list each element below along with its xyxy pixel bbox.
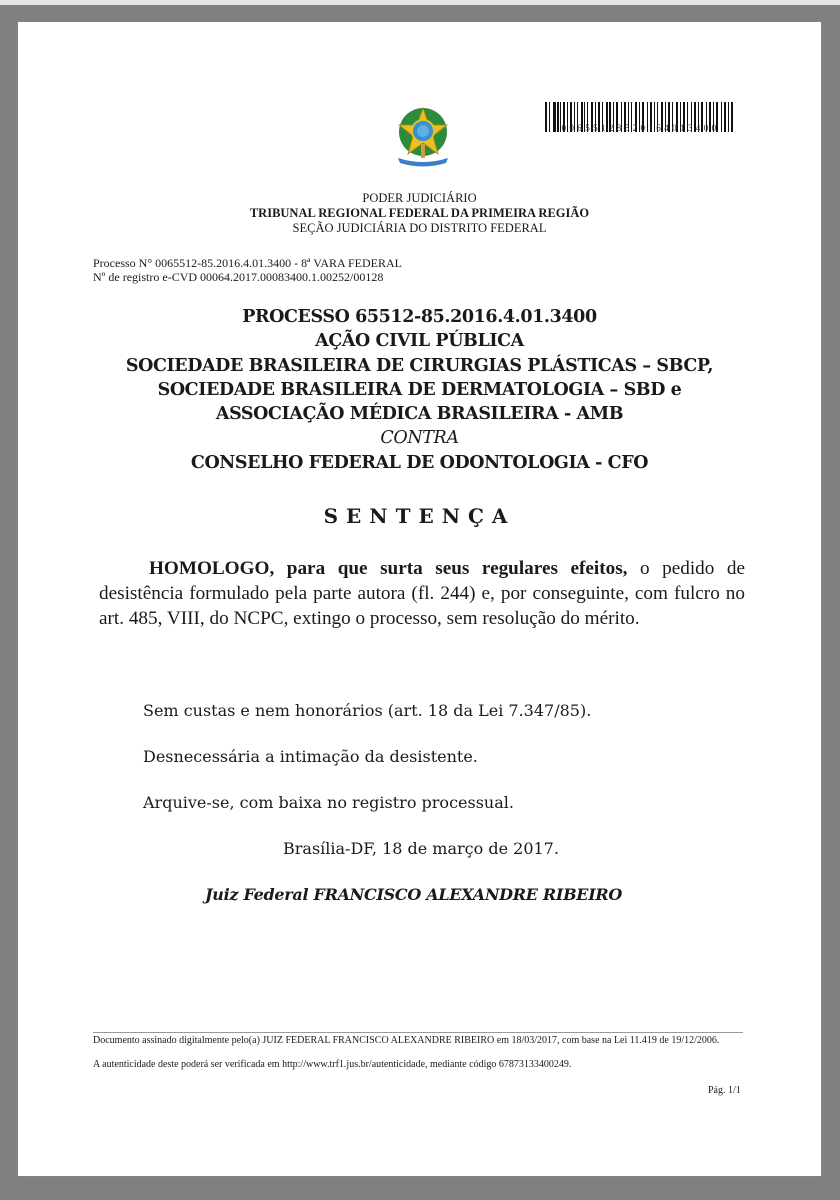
header-section: SEÇÃO JUDICIÁRIA DO DISTRITO FEDERAL bbox=[292, 221, 547, 235]
process-number-line: Processo N° 0065512-85.2016.4.01.3400 - 8ª VARA FEDERAL bbox=[93, 256, 403, 270]
page-number: Pág. 1/1 bbox=[708, 1085, 741, 1096]
case-versus: CONTRA bbox=[380, 428, 459, 449]
case-party-2: SOCIEDADE BRASILEIRA DE DERMATOLOGIA – SBD e bbox=[157, 379, 682, 400]
footer-signature-note: Documento assinado digitalmente pelo(a) JUIZ FEDERAL FRANCISCO ALEXANDRE RIBEIRO em 18/03/2017, com base na Lei 11.419 de 19/12/2006. bbox=[93, 1035, 720, 1046]
case-party-1: SOCIEDADE BRASILEIRA DE CIRURGIAS PLÁSTICAS – SBCP, bbox=[125, 355, 714, 376]
footer-authenticity-note: A autenticidade deste poderá ser verificada em http://www.trf1.jus.br/autenticidade, mediante código 67873133400249. bbox=[93, 1059, 572, 1070]
sentence-costs: Sem custas e nem honorários (art. 18 da Lei 7.347/85). bbox=[143, 701, 592, 720]
judge-signature: Juiz Federal FRANCISCO ALEXANDRE RIBEIRO bbox=[205, 885, 623, 904]
sentence-paragraph-text: o pedido de desistência formulado pela parte autora (fl. 244) e, por conseguinte, com fulcro no art. 485, VIII, do NCPC, extingo o processo, sem resolução do mérito. bbox=[99, 558, 745, 630]
sentence-notification: Desnecessária a intimação da desistente. bbox=[143, 747, 478, 766]
sentence-date: Brasília-DF, 18 de março de 2017. bbox=[283, 839, 559, 858]
sentence-paragraph bbox=[99, 556, 745, 632]
sentence-heading: SENTENÇA bbox=[323, 504, 516, 528]
header-tribunal: TRIBUNAL REGIONAL FEDERAL DA PRIMEIRA REGIÃO bbox=[249, 206, 590, 220]
case-title-block bbox=[18, 305, 821, 475]
case-action: AÇÃO CIVIL PÚBLICA bbox=[315, 331, 524, 352]
registry-number-line: Nº de registro e-CVD 00064.2017.00083400.1.00252/00128 bbox=[93, 270, 384, 284]
barcode-number: 00655128520164013400 bbox=[561, 123, 720, 133]
header-judiciary: PODER JUDICIÁRIO bbox=[362, 191, 477, 205]
top-strip bbox=[0, 0, 840, 5]
sentence-paragraph-bold: HOMOLOGO, para que surta seus regulares efeitos, bbox=[149, 558, 628, 579]
brazil-coat-of-arms-icon bbox=[388, 100, 458, 170]
case-party-3: ASSOCIAÇÃO MÉDICA BRASILEIRA - AMB bbox=[215, 404, 624, 425]
footer-divider bbox=[93, 1032, 743, 1033]
sentence-archive: Arquive-se, com baixa no registro processual. bbox=[143, 793, 514, 812]
case-process: PROCESSO 65512-85.2016.4.01.3400 bbox=[242, 307, 597, 327]
document-page bbox=[18, 22, 821, 1176]
case-defendant: CONSELHO FEDERAL DE ODONTOLOGIA - CFO bbox=[190, 452, 649, 473]
